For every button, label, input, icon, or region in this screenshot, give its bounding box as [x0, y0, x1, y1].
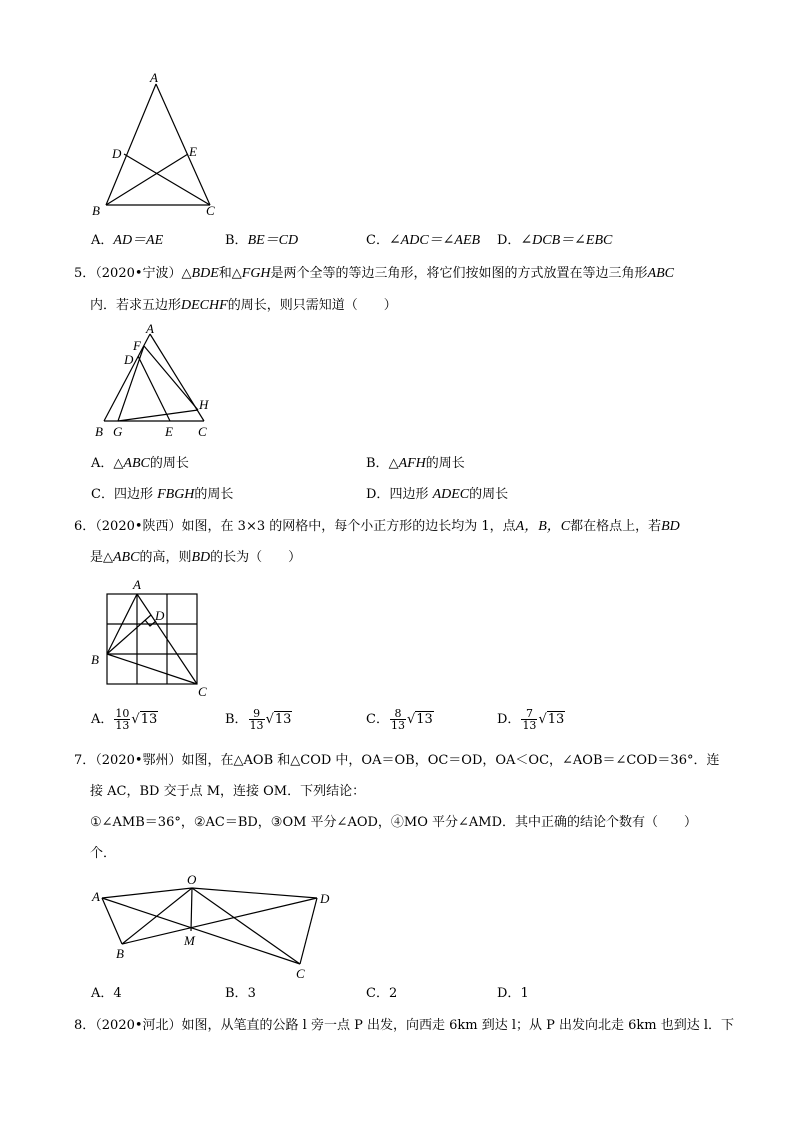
q5-label-F: F: [133, 338, 141, 353]
q4-triangle-figure: [88, 72, 228, 222]
q7-option-c[interactable]: C．2: [366, 986, 398, 1001]
q4-option-a[interactable]: A．AD＝AE: [91, 233, 164, 248]
q5-label-H: H: [199, 397, 209, 412]
q7-label-B: B: [116, 946, 124, 961]
q4-option-b[interactable]: B．BE＝CD: [225, 233, 299, 248]
q4-label-D: D: [112, 146, 122, 161]
q7-stem-line3: ①∠AMB＝36°，②AC＝BD，③OM 平分∠AOD，④MO 平分∠AMD．其中正确的结论个数有（ ）: [90, 815, 698, 830]
q6-label-D: D: [155, 608, 165, 623]
q4-option-c[interactable]: C．∠ADC＝∠AEB: [366, 233, 481, 248]
q7-stem-line4: 个．: [90, 846, 117, 861]
q7-label-D: D: [320, 891, 330, 906]
q7-label-O: O: [187, 872, 197, 887]
q8-stem-line1: 8．（2020•河北）如图，从笔直的公路 l 旁一点 P 出发，向西走 6km 到达 l；从 P 出发向北走 6km 也到达 l．下: [74, 1018, 735, 1033]
q6-option-a[interactable]: A． $\frac{10}{13}$ √13: [91, 707, 158, 732]
q4-option-d[interactable]: D．∠DCB＝∠EBC: [497, 233, 613, 248]
q7-label-C: C: [296, 966, 305, 980]
q5-label-D: D: [124, 352, 134, 367]
q5-label-B: B: [95, 424, 103, 439]
q6-label-A: A: [133, 577, 141, 592]
q5-label-G: G: [113, 424, 123, 439]
q6-label-B: B: [91, 652, 99, 667]
q6-grid-figure: [88, 574, 218, 700]
q6-option-b[interactable]: B． $\frac{9}{13}$ √13: [225, 707, 292, 732]
q5-label-E: E: [165, 424, 173, 439]
q6-option-d[interactable]: D． $\frac{7}{13}$ √13: [497, 707, 565, 732]
q5-label-C: C: [198, 424, 207, 439]
q5-stem-line2: 内．若求五边形DECHF的周长，则只需知道（ ）: [90, 298, 397, 313]
q7-option-d[interactable]: D．1: [497, 986, 529, 1001]
q6-option-c[interactable]: C． $\frac{8}{13}$ √13: [366, 707, 433, 732]
q7-option-a[interactable]: A．4: [91, 986, 122, 1001]
q4-label-A: A: [150, 72, 158, 85]
q4-label-B: B: [92, 203, 100, 218]
q7-option-b[interactable]: B．3: [225, 986, 256, 1001]
q6-stem-line2: 是△ABC的高，则BD的长为（ ）: [90, 550, 302, 565]
q7-figure: [88, 868, 348, 980]
q5-stem-line1: 5．（2020•宁波）△BDE和△FGH是两个全等的等边三角形，将它们按如图的方式放置在等边三角形ABC: [74, 266, 675, 281]
q5-option-c[interactable]: C．四边形 FBGH的周长: [91, 487, 234, 502]
q5-label-A: A: [146, 321, 154, 336]
q7-stem-line2: 接 AC，BD 交于点 M，连接 OM．下列结论：: [90, 784, 366, 799]
q6-label-C: C: [198, 684, 207, 699]
q5-option-b[interactable]: B．△AFH的周长: [366, 456, 465, 471]
q5-option-d[interactable]: D．四边形 ADEC的周长: [366, 487, 509, 502]
q4-label-E: E: [189, 144, 197, 159]
q7-label-M: M: [184, 933, 195, 948]
q5-option-a[interactable]: A．△ABC的周长: [91, 456, 189, 471]
q6-stem-line1: 6．（2020•陕西）如图，在 3×3 的网格中，每个小正方形的边长均为 1，点A，B，C都在格点上，若BD: [74, 519, 680, 534]
q7-label-A: A: [92, 889, 100, 904]
q7-stem-line1: 7．（2020•鄂州）如图，在△AOB 和△COD 中，OA＝OB，OC＝OD，OA＜OC，∠AOB＝∠COD＝36°．连: [74, 753, 720, 768]
q5-triangle-figure: [88, 320, 228, 442]
q4-label-C: C: [206, 203, 215, 218]
